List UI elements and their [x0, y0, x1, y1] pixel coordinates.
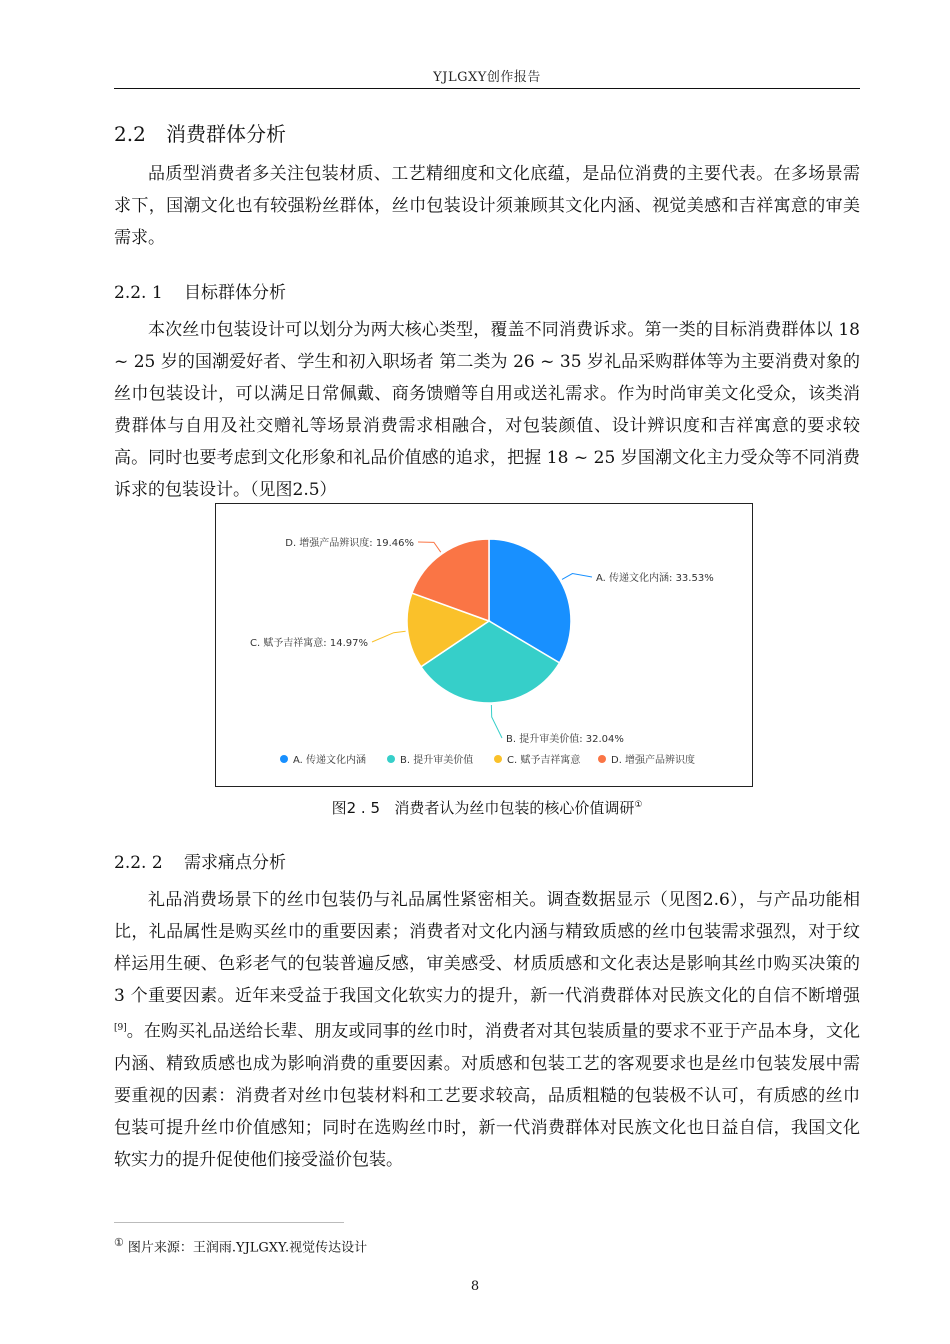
- pie-label-line: [491, 705, 502, 738]
- figure-number: 图2 . 5: [331, 799, 380, 817]
- section-heading-2-2: [114, 118, 286, 147]
- paragraph-2-2-2: [114, 884, 860, 1176]
- paragraph-2-2: 品质型消费者多关注包装材质、工艺精细度和文化底蕴，是品位消费的主要代表。在多场景需求下，国潮文化也有较强粉丝群体，丝巾包装设计须兼顾其文化内涵、视觉美感和吉祥寓意的审美需求。: [114, 164, 860, 248]
- section-number: 2.2: [114, 122, 146, 146]
- section-heading-2-2-2: [114, 848, 286, 873]
- citation-ref: [9]: [114, 1023, 127, 1033]
- figure-caption: [114, 797, 860, 818]
- section-title: 消费群体分析: [166, 122, 286, 146]
- legend-marker: [387, 755, 395, 763]
- pie-data-label: B. 提升审美价值: 32.04%: [506, 734, 624, 745]
- legend-marker: [598, 755, 606, 763]
- legend-label: A. 传递文化内涵: [293, 755, 367, 766]
- paragraph-text: 。在购买礼品送给长辈、朋友或同事的丝巾时，消费者对其包装质量的要求不亚于产品本身，文化内涵、精致质感也成为影响消费的重要因素。对质感和包装工艺的客观要求也是丝巾包装发展中需要重视的因素：消费者对丝巾包装材料和工艺要求较高，品质粗糙的包装极不认可，有质感的丝巾包装可提升丝巾价值感知；同时在选购丝巾时，新一代消费群体对民族文化也日益自信，我国文化软实力的提升促使他们接受溢价包装。: [114, 1021, 860, 1170]
- footnote: [114, 1236, 367, 1255]
- figure-caption-text: 消费者认为丝巾包装的核心价值调研: [394, 799, 635, 817]
- pie-label-line: [562, 574, 592, 580]
- section-title: 目标群体分析: [184, 283, 286, 303]
- pie-chart-svg: [216, 504, 752, 786]
- header-rule: [114, 88, 860, 89]
- paragraph-text: 礼品消费场景下的丝巾包装仍与礼品属性紧密相关。调查数据显示（见图2.6），与产品功能相比，礼品属性是购买丝巾的重要因素；消费者对文化内涵与精致质感的丝巾包装需求强烈，对于纹样运用生硬、色彩老气的包装普遍反感，审美感受、材质质感和文化表达是影响其丝巾购买决策的 3 个重要因素。近年来受益于我国文化软实力的提升，新一代消费群体对民族文化的自信不断增强: [114, 890, 860, 1006]
- section-title: 需求痛点分析: [184, 853, 286, 873]
- section-number: 2.2. 2: [114, 853, 163, 873]
- pie-label-line: [372, 631, 406, 642]
- footnote-text: 图片来源：王润雨.YJLGXY.视觉传达设计: [127, 1240, 368, 1256]
- paragraph-2-2-1: 本次丝巾包装设计可以划分为两大核心类型，覆盖不同消费诉求。第一类的目标消费群体以 18 ~ 25 岁的国潮爱好者、学生和初入职场者 第二类为 26 ~ 35 岁礼品采购群体等为主要消费对象的丝巾包装设计，可以满足日常佩戴、商务馈赠等自用或送礼需求。作为时尚审美文化受众，该类消费群体与自用及社交赠礼等场景消费需求相融合，对包装颜值、设计辨识度和吉祥寓意的要求较高。同时也要考虑到文化形象和礼品价值感的追求，把握 18 ~ 25 岁国潮文化主力受众等不同消费诉求的包装设计。（见图2.5）: [114, 320, 860, 500]
- pie-label-line: [418, 542, 441, 552]
- footnote-rule: [114, 1222, 344, 1223]
- legend-marker: [280, 755, 288, 763]
- legend-label: B. 提升审美价值: [400, 755, 474, 766]
- pie-data-label: D. 增强产品辨识度: 19.46%: [285, 538, 414, 549]
- section-heading-2-2-1: [114, 278, 286, 303]
- pie-chart: [215, 503, 753, 787]
- legend-marker: [494, 755, 502, 763]
- pie-data-label: C. 赋予吉祥寓意: 14.97%: [249, 638, 368, 649]
- legend-label: C. 赋予吉祥寓意: [507, 755, 581, 766]
- page-header: YJLGXY创作报告: [433, 70, 541, 85]
- page-number: 8: [470, 1279, 480, 1294]
- footnote-marker: ①: [634, 800, 643, 810]
- section-number: 2.2. 1: [114, 283, 163, 303]
- pie-data-label: A. 传递文化内涵: 33.53%: [596, 573, 714, 584]
- legend-label: D. 增强产品辨识度: [611, 755, 696, 766]
- footnote-marker: ①: [114, 1236, 124, 1249]
